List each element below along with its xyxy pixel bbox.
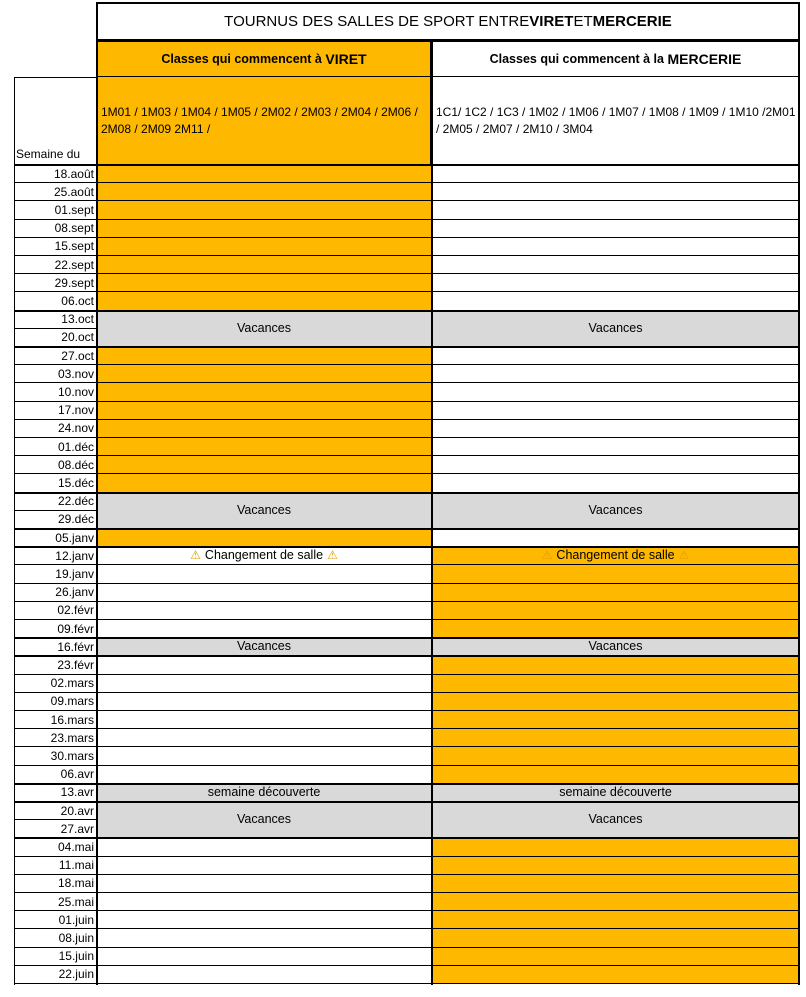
row-divider [14, 746, 800, 747]
row-divider [14, 601, 800, 602]
date-label: 16.mars [50, 712, 94, 727]
row-divider [14, 947, 800, 948]
date-label: 11.mai [58, 858, 94, 873]
row-divider [14, 710, 800, 711]
date-label: 23.févr [57, 657, 94, 672]
row-divider [14, 783, 800, 785]
date-label: 30.mars [50, 748, 94, 763]
warning-icon: ⚠ [678, 548, 690, 563]
vacances-label: Vacances [237, 812, 291, 827]
date-label: 23.mars [50, 730, 94, 745]
row-divider [14, 437, 800, 438]
date-label: 05.janv [55, 530, 94, 545]
row-divider [14, 255, 800, 256]
viret-decouverte-block [96, 783, 432, 801]
date-label: 17.nov [57, 403, 94, 418]
row-divider [14, 382, 800, 383]
column-divider [96, 2, 98, 985]
date-label: 09.févr [57, 621, 94, 636]
date-label: 19.janv [55, 566, 94, 581]
date-label: 08.déc [57, 457, 94, 472]
mercerie-block [431, 528, 800, 546]
viret-vacances-block [96, 801, 432, 837]
date-label: 08.juin [58, 930, 94, 945]
row-divider [14, 983, 800, 984]
row-divider [14, 328, 96, 329]
row-divider [14, 546, 800, 548]
date-label: 29.sept [54, 275, 94, 290]
vacances-label: Vacances [237, 639, 291, 654]
date-label: 09.mars [50, 694, 94, 709]
date-label: 08.sept [54, 221, 94, 236]
row-divider [14, 892, 800, 893]
vacances-label: Vacances [588, 639, 643, 654]
mercerie-classes: 1C1/ 1C2 / 1C3 / 1M02 / 1M06 / 1M07 / 1M08 / 1M09 / 1M10 /2M01 / 2M05 / 2M07 / 2M10 / 3M04 [431, 77, 800, 165]
mercerie-vacances-block [431, 637, 800, 655]
row-divider [14, 910, 800, 911]
date-label: 06.avr [60, 767, 94, 782]
row-divider [14, 874, 800, 875]
date-label: 10.nov [57, 384, 94, 399]
row-divider [14, 801, 800, 803]
date-label: 27.oct [61, 348, 94, 363]
mercerie-vacances-block [431, 310, 800, 346]
date-label: 25.août [53, 184, 94, 199]
row-divider [14, 928, 800, 929]
date-label: 13.avr [60, 785, 94, 800]
row-divider [14, 564, 800, 565]
row-divider [14, 837, 800, 839]
row-divider [14, 291, 800, 292]
row-divider [14, 364, 800, 365]
row-divider [14, 965, 800, 966]
date-label: 01.sept [54, 202, 94, 217]
changement-label: Changement de salle [556, 548, 675, 563]
mercerie-decouverte-block [431, 783, 800, 801]
date-label: 22.sept [54, 257, 94, 272]
viret-changement-block [96, 546, 432, 564]
viret-vacances-block [96, 492, 432, 528]
title-part1: TOURNUS DES SALLES DE SPORT ENTRE [224, 13, 530, 30]
row-divider [14, 164, 800, 166]
row-divider [14, 510, 96, 511]
warning-icon: ⚠ [190, 548, 201, 563]
row-divider [14, 419, 800, 420]
row-divider [14, 856, 800, 857]
date-label: 16.févr [57, 639, 94, 654]
date-header-border [14, 77, 96, 78]
title-mercerie: MERCERIE [592, 13, 672, 30]
page-title [96, 2, 800, 41]
row-divider [14, 619, 800, 620]
row-divider [14, 401, 800, 402]
row-divider [14, 273, 800, 274]
warning-icon: ⚠ [541, 548, 553, 563]
date-label: 26.janv [55, 585, 94, 600]
row-divider [14, 819, 96, 820]
vacances-label: Vacances [588, 812, 643, 827]
row-divider [14, 583, 800, 584]
date-label: 01.juin [58, 912, 94, 927]
viret-block [96, 528, 432, 546]
row-divider [14, 346, 800, 348]
decouverte-label: semaine découverte [207, 784, 321, 799]
row-divider [14, 637, 800, 639]
date-label: 04.mai [57, 839, 94, 854]
date-label: 22.déc [57, 494, 94, 509]
row-divider [14, 473, 800, 474]
date-label: 03.nov [57, 366, 94, 381]
viret-classes: 1M01 / 1M03 / 1M04 / 1M05 / 2M02 / 2M03 / 2M04 / 2M06 / 2M08 / 2M09 2M11 / [96, 77, 432, 165]
title-viret: VIRET [529, 13, 574, 30]
row-divider [14, 728, 800, 729]
column-divider [431, 40, 433, 985]
date-label: 20.oct [61, 330, 94, 345]
row-divider [14, 237, 800, 238]
row-divider [14, 455, 800, 456]
warning-icon: ⚠ [327, 548, 338, 563]
column-divider [14, 77, 15, 985]
row-divider [14, 200, 800, 201]
date-label: 24.nov [57, 421, 94, 436]
date-label: 22.juin [58, 967, 94, 982]
date-label: 15.juin [58, 949, 94, 964]
viret-vacances-block [96, 310, 432, 346]
row-divider [14, 182, 800, 183]
date-label: 15.sept [54, 239, 94, 254]
date-label: 18.août [53, 166, 94, 181]
date-label: 29.déc [57, 512, 94, 527]
semaine-label: Semaine du [16, 147, 81, 161]
column-divider [798, 2, 800, 985]
date-label: 02.févr [57, 603, 94, 618]
mercerie-column-header: Classes qui commencent à la MERCERIE [431, 40, 800, 78]
row-divider [14, 219, 800, 220]
vacances-label: Vacances [237, 502, 291, 517]
date-label: 01.déc [57, 439, 94, 454]
row-divider [14, 492, 800, 494]
row-divider [14, 528, 800, 530]
date-label: 12.janv [55, 548, 94, 563]
date-label: 25.mai [57, 894, 94, 909]
title-et: ET [573, 13, 593, 30]
date-label: 18.mai [57, 876, 94, 891]
date-label: 20.avr [60, 803, 94, 818]
viret-vacances-block [96, 637, 432, 655]
date-label: 27.avr [60, 821, 94, 836]
mercerie-changement-block [431, 546, 800, 564]
row-divider [14, 310, 800, 312]
row-divider [14, 765, 800, 766]
mercerie-vacances-block [431, 801, 800, 837]
viret-column-header: Classes qui commencent à VIRET [96, 40, 432, 78]
date-label: 02.mars [50, 676, 94, 691]
date-label: 06.oct [61, 293, 94, 308]
date-label: 15.déc [57, 475, 94, 490]
row-divider [14, 692, 800, 693]
vacances-label: Vacances [588, 320, 643, 335]
vacances-label: Vacances [588, 502, 643, 517]
decouverte-label: semaine découverte [559, 784, 672, 799]
row-divider [14, 655, 800, 657]
vacances-label: Vacances [237, 320, 291, 335]
mercerie-vacances-block [431, 492, 800, 528]
changement-label: Changement de salle [204, 548, 324, 563]
row-divider [14, 674, 800, 675]
date-label: 13.oct [61, 312, 94, 327]
